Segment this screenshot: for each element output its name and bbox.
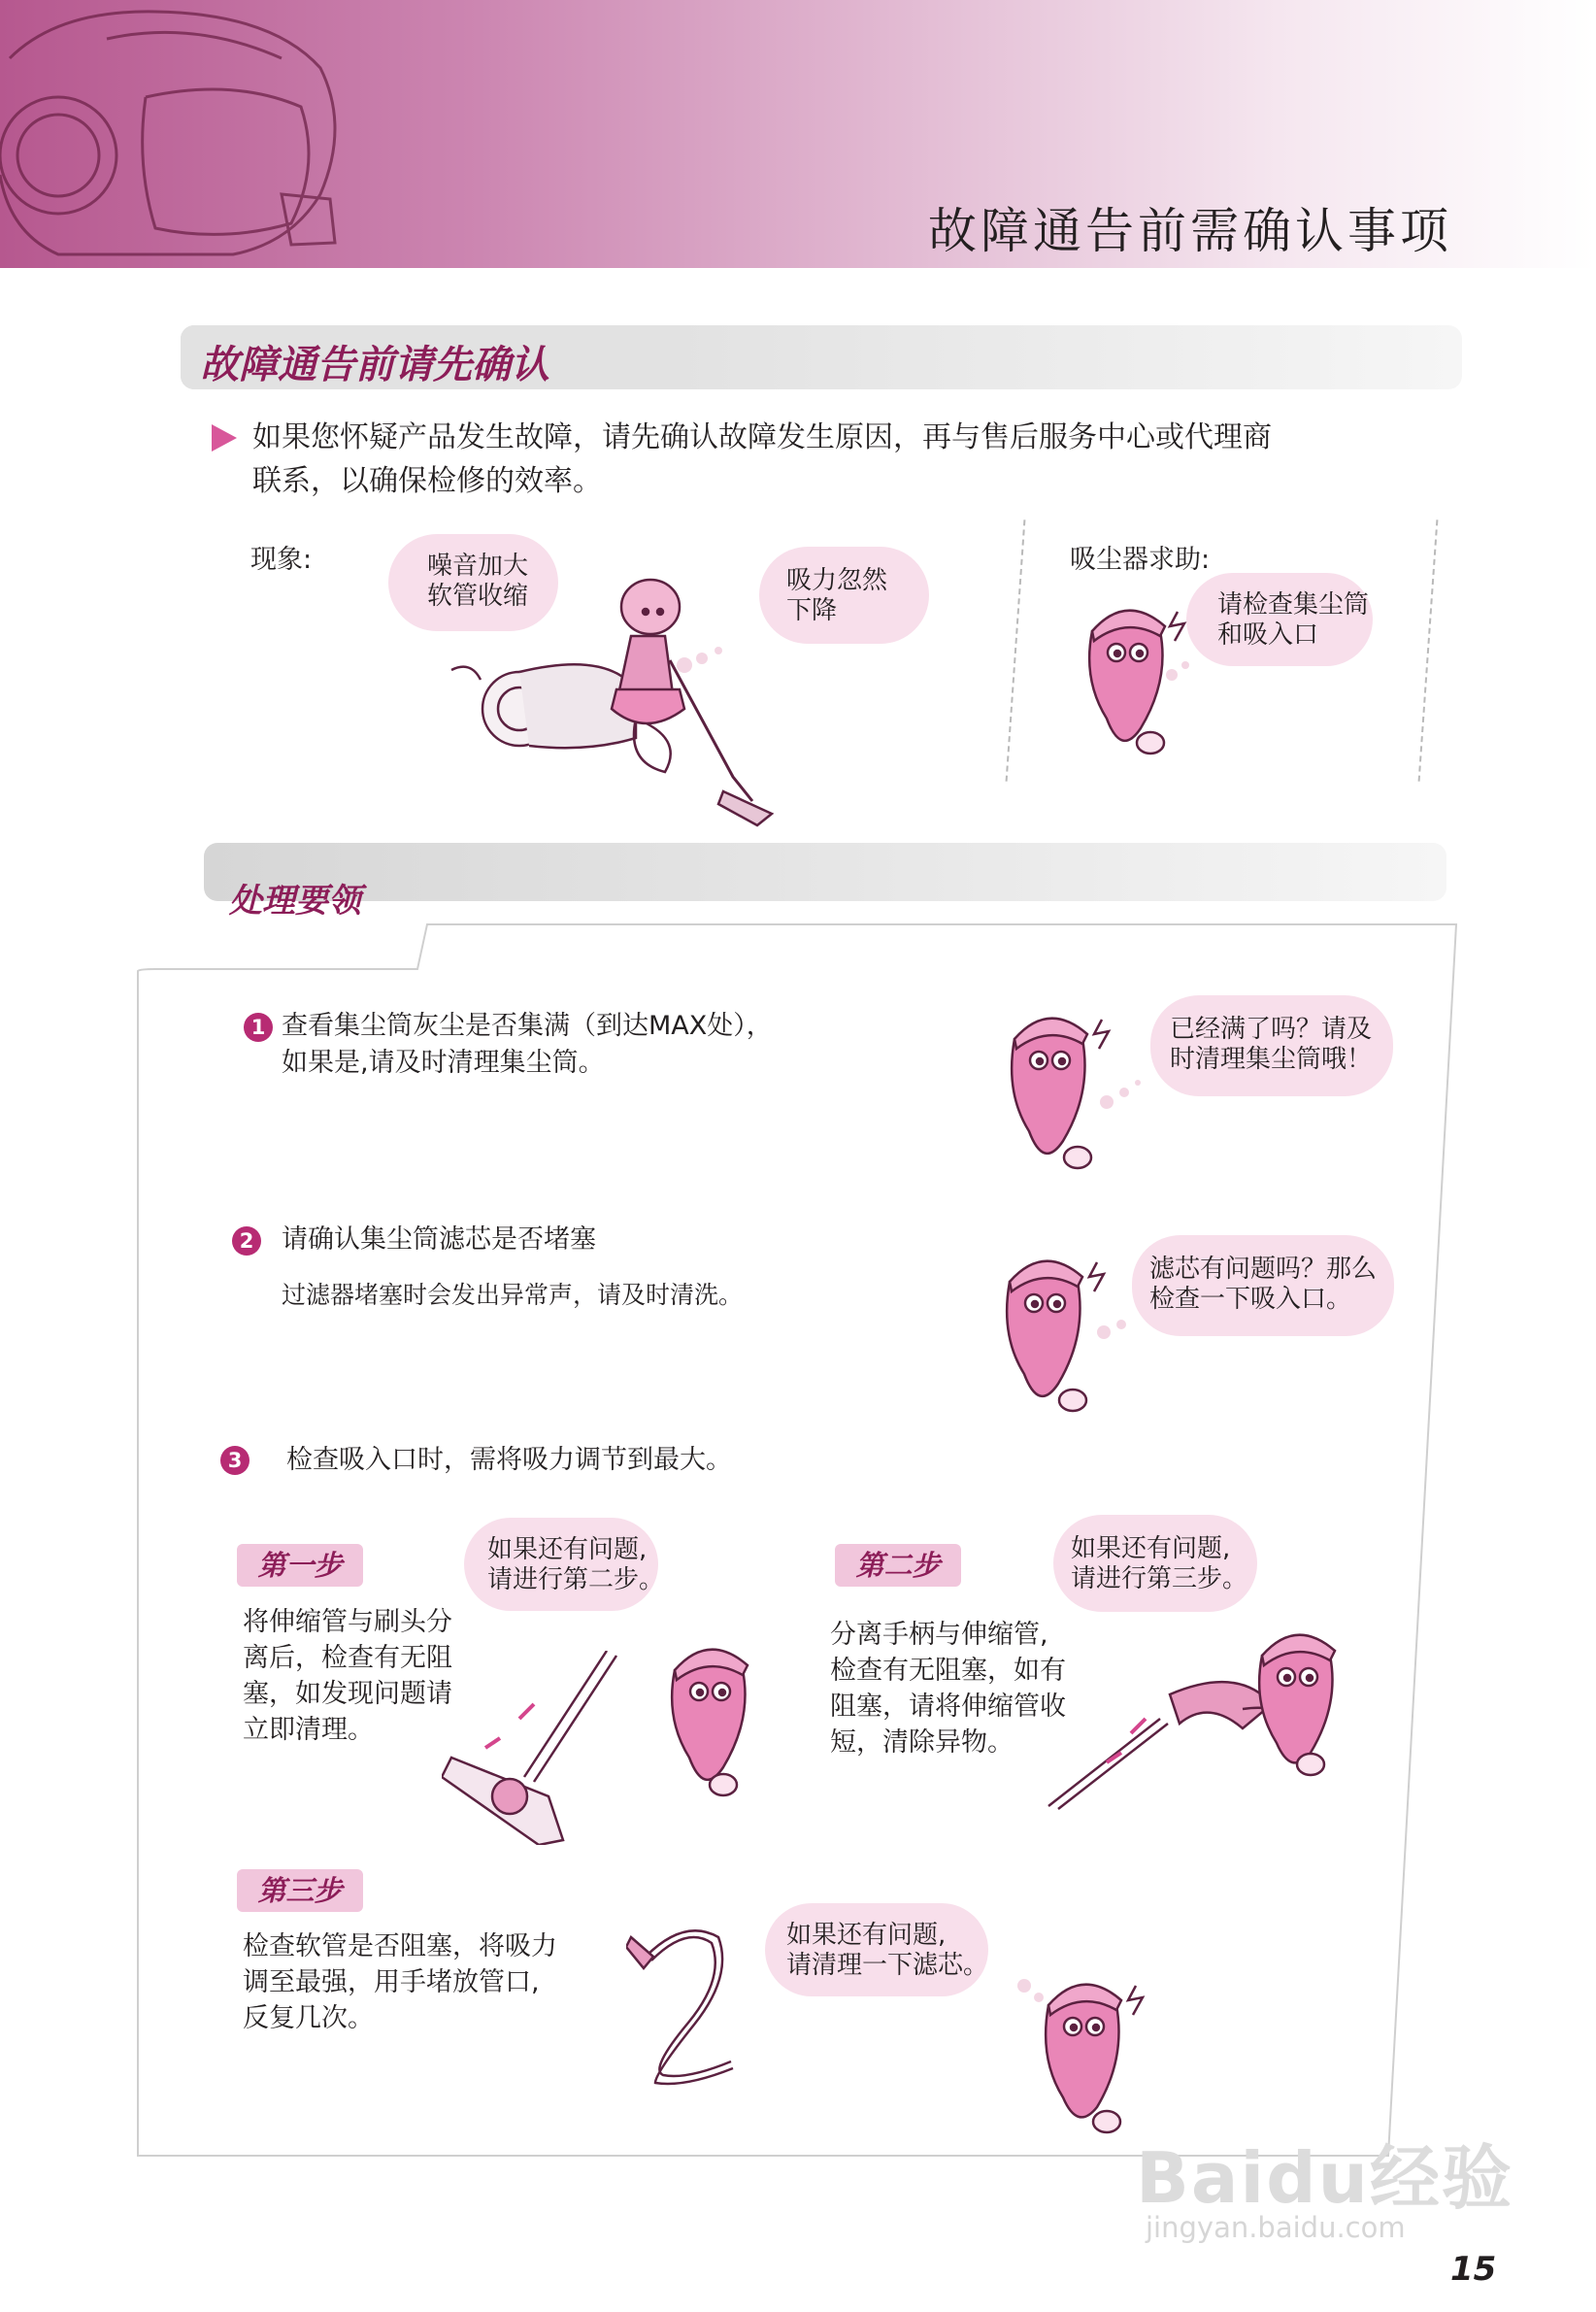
step1-text-line: 立即清理。	[243, 1715, 374, 1745]
step-number-badge: 3	[220, 1446, 249, 1475]
speech-bubble	[1150, 995, 1393, 1096]
section-title-handling: 处理要领	[229, 882, 361, 921]
header-band	[0, 0, 1596, 268]
item3-text-line1: 检查吸入口时，需将吸力调节到最大。	[286, 1445, 732, 1475]
speech-bubble	[1132, 1235, 1394, 1336]
step3-text-line: 反复几次。	[243, 2003, 374, 2033]
speech-bubble	[1186, 573, 1373, 666]
step-number-badge: 2	[232, 1226, 261, 1256]
page-title: 故障通告前需确认事项	[928, 203, 1452, 259]
step-number-badge: 1	[244, 1013, 273, 1042]
mascot-illustration	[971, 1000, 1146, 1185]
bubble-text: 软管收缩	[427, 582, 529, 611]
bubble-text: 噪音加大	[427, 552, 529, 581]
bubble-text: 请清理一下滤芯。	[786, 1951, 989, 1980]
bubble-text: 和吸入口	[1217, 620, 1319, 650]
triangle-bullet-icon	[212, 424, 237, 452]
step2-text-line: 分离手柄与伸缩管,	[830, 1620, 1048, 1650]
section-title-check: 故障通告前请先确认	[200, 343, 549, 387]
bubble-text: 请进行第二步。	[487, 1565, 665, 1594]
mascot-illustration	[1053, 592, 1199, 767]
step2-text-line: 短，清除异物。	[830, 1727, 1014, 1758]
step3-text-line: 调至最强，用手堵放管口,	[243, 1967, 540, 1997]
bubble-text: 如果还有问题,	[487, 1535, 648, 1564]
help-label: 吸尘器求助:	[1070, 545, 1211, 575]
brush-head-illustration	[442, 1651, 626, 1845]
item1-text-line1: 查看集尘筒灰尘是否集满（到达MAX处），	[282, 1011, 773, 1041]
speech-bubble	[464, 1518, 665, 1611]
item1-text-line2: 如果是,请及时清理集尘筒。	[282, 1048, 605, 1078]
bubble-text: 请检查集尘筒	[1217, 590, 1370, 620]
bubble-text: 检查一下吸入口。	[1149, 1285, 1352, 1314]
step2-text-line: 检查有无阻塞，如有	[830, 1656, 1066, 1686]
bubble-text: 请进行第三步。	[1071, 1564, 1248, 1593]
item2-text-line1: 请确认集尘筒滤芯是否堵塞	[282, 1224, 596, 1255]
bubble-text: 下降	[786, 596, 838, 625]
bubble-text: 如果还有问题,	[1071, 1534, 1231, 1563]
watermark-url: jingyan.baidu.com	[1146, 2211, 1406, 2244]
woman-vacuum-illustration	[442, 553, 791, 845]
mascot-illustration	[1005, 1966, 1170, 2141]
mascot-illustration	[636, 1631, 791, 1806]
step2-label: 第二步	[835, 1544, 961, 1587]
speech-bubble	[765, 1903, 988, 1996]
vacuum-cleaner-illustration	[0, 0, 369, 268]
bubble-text: 滤芯有问题吗？那么	[1149, 1255, 1378, 1284]
step3-text-line: 检查软管是否阻塞，将吸力	[243, 1931, 557, 1961]
phenomenon-label: 现象:	[250, 545, 313, 575]
step3-label: 第三步	[237, 1869, 363, 1912]
step1-label: 第一步	[237, 1544, 363, 1587]
dashed-divider	[1006, 519, 1026, 781]
section-heading-bar	[204, 843, 1446, 901]
watermark-logo: Baidu经验	[1136, 2137, 1513, 2219]
bubble-text: 时清理集尘筒哦！	[1170, 1045, 1373, 1074]
intro-text-line1: 如果您怀疑产品发生故障，请先确认故障发生原因，再与售后服务中心或代理商	[252, 420, 1272, 454]
dashed-divider	[1418, 519, 1439, 781]
step1-text-line: 离后，检查有无阻	[243, 1643, 452, 1673]
step1-text-line: 塞，如发现问题请	[243, 1679, 452, 1709]
step1-text-line: 将伸缩管与刷头分	[243, 1607, 452, 1637]
bubble-text: 吸力忽然	[786, 566, 888, 595]
mascot-illustration	[1228, 1617, 1374, 1782]
intro-text-line2: 联系，以确保检修的效率。	[252, 464, 602, 498]
bubble-text: 如果还有问题,	[786, 1921, 947, 1950]
page-number: 15	[1450, 2250, 1497, 2289]
speech-bubble	[1053, 1515, 1257, 1612]
bubble-text: 已经满了吗？请及	[1170, 1015, 1373, 1044]
step2-text-line: 阻塞，请将伸缩管收	[830, 1692, 1066, 1722]
mascot-illustration	[966, 1243, 1141, 1427]
hose-illustration	[626, 1918, 762, 2093]
item2-text-line2: 过滤器堵塞时会发出异常声，请及时清洗。	[282, 1281, 744, 1309]
